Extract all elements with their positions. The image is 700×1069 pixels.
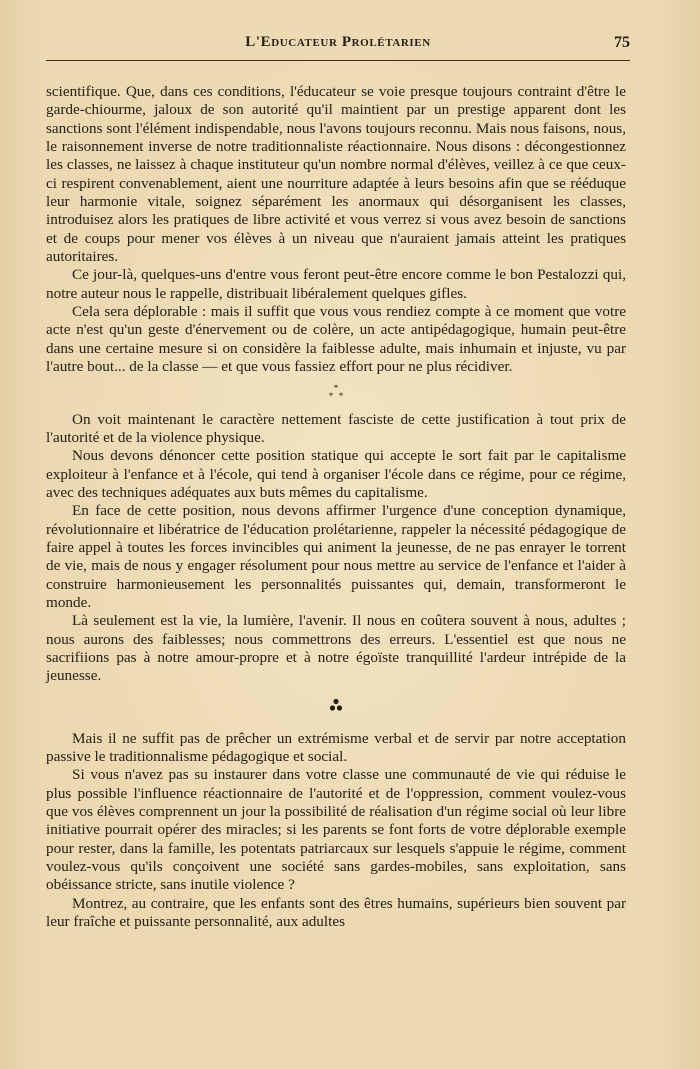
paragraph: On voit maintenant le caractère nettement fasciste de cette justification à tout prix de l'autorité et de la violence physique. — [46, 410, 626, 446]
asterism-icon — [327, 384, 345, 400]
svg-text:*: * — [338, 390, 344, 400]
paragraph: scientifique. Que, dans ces conditions, l'éducateur se voie presque toujours contraint d'être le garde-chiourme, jaloux de son autorité qu'il maintient par un prestige apparent dont les sanctions sont l'élément indispendable, nous l'avons toujours reconnu. Mais nous faisons, nous, le raisonnement inverse de notre traditionnaliste réactionnaire. Nous disons : décongestionnez les classes, ne laissez à chaque instituteur qu'un nombre normal d'élèves, veillez à ce que ceux-ci respirent convenablement, aient une nourriture adaptée à leurs besoins afin que se rééduque leur harmonie vitale, soignez séparément les anormaux qui désorganisent les classes, introduisez alors les pratiques de libre activité et vous verrez si vous avez besoin de sanctions et de coups pour mener vos élèves à un niveau que n'auraient jamais atteint les pratiques autoritaires. — [46, 83, 626, 266]
section-break-dots — [46, 686, 626, 730]
section-break-asterism — [46, 377, 626, 411]
paragraph: Cela sera déplorable : mais il suffit que vous vous rendiez compte à ce moment que votre acte n'est qu'un geste d'énervement ou de colère, un acte antipédagogique, humain peut-être dans une certaine mesure si on considère la faiblesse adulte, mais inhumain et injuste, vu par l'autre bout... de la classe — et que vous fassiez effort pour ne plus récidiver. — [46, 303, 626, 376]
body-text — [46, 83, 626, 931]
paragraph: En face de cette position, nous devons affirmer l'urgence d'une conception dynamique, révolutionnaire et libératrice de l'éducation prolétarienne, rappeler la nécessité pédagogique de faire appel à toutes les forces invincibles qui animent la jeunesse, de ne pas enrayer le torrent de vie, mais de nous y engager résolument pour nous mettre au service de l'enfance et l'aider à construire harmonieusement les personnalités puissantes qui, demain, transformeront le monde. — [46, 502, 626, 611]
paragraph: Si vous n'avez pas su instaurer dans votre classe une communauté de vie qui réduise le plus possible l'influence réactionnaire de l'autorité et de l'oppression, comment voulez-vous que vos élèves comprennent un jour la possibilité de réalisation d'un régime social où leur libre initiative pourrait opérer des miracles; si les parents se font forts de votre déplorable exemple pour rester, dans la famille, les potentats patriarcaux sur lesquels s'appuie le régime, comment voulez-vous qu'ils conçoivent une société sans gardes-mobiles, sans exploitation, sans obéissance stricte, sans inutile violence ? — [46, 766, 626, 894]
paragraph: Là seulement est la vie, la lumière, l'avenir. Il nous en coûtera souvent à nous, adultes ; nous aurons des faiblesses; nous commettrons des erreurs. L'essentiel est que nous ne sacrifiions pas à notre amour-propre et à notre égoïste tranquillité l'ardeur intrépide de la jeunesse. — [46, 612, 626, 685]
journal-title: L'Educateur Prolétarien — [245, 34, 431, 50]
page-number: 75 — [614, 34, 630, 51]
svg-text:*: * — [328, 390, 334, 400]
paragraph: Nous devons dénoncer cette position statique qui accepte le sort fait par le capitalisme exploiteur à l'enfance et à l'école, qui tend à organiser l'école dans ce régime, pour ce régime, avec des techniques adéquates aux buts mêmes du capitalisme. — [46, 447, 626, 501]
header-rule — [46, 60, 630, 61]
paragraph: Mais il ne suffit pas de prêcher un extrémisme verbal et de servir par notre acceptation passive le traditionnalisme pédagogique et social. — [46, 729, 626, 765]
paragraph: Montrez, au contraire, que les enfants sont des êtres humains, supérieurs bien souvent par leur fraîche et puissante personnalité, aux adultes — [46, 894, 626, 931]
paragraph: Ce jour-là, quelques-uns d'entre vous feront peut-être encore comme le bon Pestalozzi qui, notre auteur nous le rappelle, distribuait libéralement quelques gifles. — [46, 266, 626, 302]
running-head — [46, 34, 630, 56]
svg-text:*: * — [333, 383, 339, 393]
dots-ornament-icon — [327, 698, 345, 714]
